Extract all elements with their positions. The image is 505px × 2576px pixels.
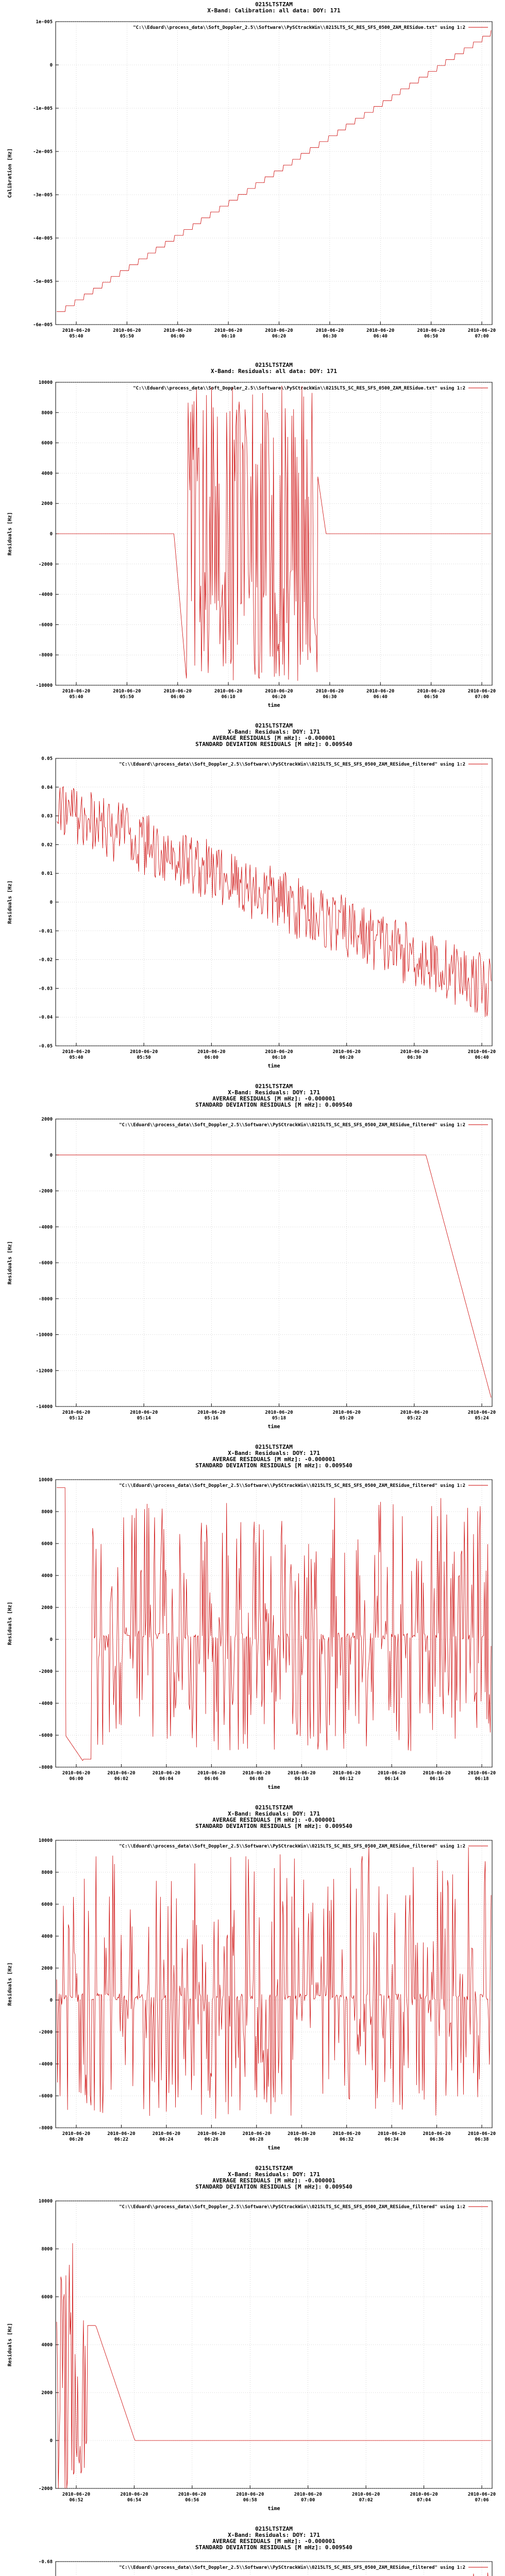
chart-title-line: AVERAGE RESIDUALS [M mHz]: -0.000001 <box>212 735 335 741</box>
x-tick-label: 2010-06-20 <box>113 689 141 694</box>
plot-frame <box>56 2201 492 2488</box>
x-tick-label: 06:00 <box>171 694 185 700</box>
y-tick-label: 0 <box>49 532 53 537</box>
chart-title-line: X-Band: Calibration: all data: DOY: 171 <box>207 7 341 14</box>
y-tick-label: -6000 <box>38 2094 53 2099</box>
y-axis-label: Residuals [Hz] <box>7 2323 13 2367</box>
x-tick-label: 2010-06-20 <box>417 689 445 694</box>
x-tick-label: 2010-06-20 <box>332 2131 361 2137</box>
chart-panel <box>0 0 505 361</box>
y-tick-label: -6000 <box>38 1733 53 1738</box>
y-tick-label: 0 <box>49 1153 53 1158</box>
chart-title-line: STANDARD DEVIATION RESIDUALS [M mHz]: 0.009540 <box>195 1101 352 1108</box>
y-tick-label: 8000 <box>41 410 53 416</box>
y-tick-label: 2000 <box>41 501 53 507</box>
y-tick-label: 4000 <box>41 2343 53 2348</box>
chart-title-line: AVERAGE RESIDUALS [M mHz]: -0.000001 <box>212 2538 335 2545</box>
x-tick-label: 2010-06-20 <box>130 1049 158 1055</box>
x-tick-label: 2010-06-20 <box>62 328 91 333</box>
series-line <box>57 30 491 312</box>
y-tick-label: -6000 <box>38 1261 53 1266</box>
y-tick-label: 0 <box>49 1637 53 1642</box>
x-tick-label: 05:14 <box>137 1416 151 1421</box>
y-tick-label: -10000 <box>36 683 53 688</box>
y-tick-label: -0.03 <box>38 986 53 992</box>
x-tick-label: 2010-06-20 <box>242 1771 271 1776</box>
x-tick-label: 2010-06-20 <box>62 1771 91 1776</box>
x-tick-label: 2010-06-20 <box>265 1410 293 1415</box>
x-tick-label: 2010-06-20 <box>178 2492 206 2497</box>
y-tick-label: -0.68 <box>38 2560 53 2565</box>
x-tick-label: 2010-06-20 <box>163 328 192 333</box>
y-tick-label: -0.05 <box>38 1044 53 1049</box>
x-tick-label: 2010-06-20 <box>400 1049 428 1055</box>
x-tick-label: 2010-06-20 <box>332 1410 361 1415</box>
x-tick-label: 06:28 <box>249 2137 264 2142</box>
x-tick-label: 2010-06-20 <box>197 2131 226 2137</box>
x-tick-label: 05:40 <box>69 1055 83 1060</box>
x-tick-label: 2010-06-20 <box>163 689 192 694</box>
y-tick-label: -0.04 <box>38 1015 53 1021</box>
x-tick-label: 05:40 <box>69 694 83 700</box>
series-line <box>57 386 491 681</box>
x-tick-label: 2010-06-20 <box>265 689 293 694</box>
x-tick-label: 06:36 <box>430 2137 444 2142</box>
x-tick-label: 05:50 <box>120 334 134 339</box>
chart-svg <box>0 1082 505 1443</box>
y-tick-label: 0.05 <box>41 756 53 761</box>
x-tick-label: 2010-06-20 <box>197 1410 226 1415</box>
x-tick-label: 2010-06-20 <box>378 1771 406 1776</box>
x-tick-label: 06:20 <box>340 1055 354 1060</box>
y-tick-label: -4000 <box>38 1701 53 1706</box>
x-tick-label: 2010-06-20 <box>288 2131 316 2137</box>
y-tick-label: 0 <box>49 63 53 68</box>
y-tick-label: 0.01 <box>41 871 53 877</box>
x-tick-label: 06:20 <box>69 2137 83 2142</box>
x-tick-label: 05:22 <box>407 1416 422 1421</box>
x-tick-label: 2010-06-20 <box>62 2492 91 2497</box>
x-tick-label: 2010-06-20 <box>315 689 344 694</box>
y-tick-label: -5e-005 <box>33 279 53 284</box>
y-tick-label: -10000 <box>36 1332 53 1338</box>
x-axis-label: time <box>267 2145 280 2151</box>
x-tick-label: 06:04 <box>159 1776 174 1782</box>
x-tick-label: 06:22 <box>114 2137 128 2142</box>
x-tick-label: 2010-06-20 <box>152 2131 180 2137</box>
y-tick-label: -8000 <box>38 1765 53 1770</box>
x-tick-label: 06:16 <box>430 1776 444 1782</box>
x-tick-label: 2010-06-20 <box>62 1049 91 1055</box>
chart-title-line: 0215LTSTZAM <box>255 1444 293 1450</box>
x-tick-label: 2010-06-20 <box>352 2492 380 2497</box>
x-tick-label: 06:10 <box>221 694 235 700</box>
series-line <box>57 2573 491 2576</box>
x-tick-label: 05:12 <box>69 1416 83 1421</box>
y-axis-label: Residuals [Hz] <box>7 1601 13 1646</box>
y-tick-label: 8000 <box>41 1870 53 1875</box>
y-tick-label: -12000 <box>36 1368 53 1374</box>
x-tick-label: 2010-06-20 <box>410 2492 438 2497</box>
x-tick-label: 06:00 <box>69 1776 83 1782</box>
y-tick-label: -6e-005 <box>33 323 53 328</box>
y-tick-label: -8000 <box>38 2126 53 2131</box>
y-tick-label: 6000 <box>41 440 53 446</box>
y-tick-label: 8000 <box>41 1510 53 1515</box>
x-tick-label: 2010-06-20 <box>315 328 344 333</box>
chart-title-line: STANDARD DEVIATION RESIDUALS [M mHz]: 0.009540 <box>195 1823 352 1829</box>
chart-title-line: 0215LTSTZAM <box>255 2165 293 2172</box>
y-tick-label: 4000 <box>41 1934 53 1939</box>
chart-title-line: X-Band: Residuals: DOY: 171 <box>228 728 320 735</box>
x-tick-label: 06:02 <box>114 1776 128 1782</box>
x-tick-label: 2010-06-20 <box>242 2131 271 2137</box>
chart-svg <box>0 0 505 361</box>
x-axis-label: time <box>267 2506 280 2512</box>
x-tick-label: 07:00 <box>475 334 489 339</box>
y-tick-label: -4000 <box>38 1225 53 1230</box>
chart-title-line: 0215LTSTZAM <box>255 1804 293 1811</box>
x-tick-label: 06:50 <box>424 694 439 700</box>
x-tick-label: 2010-06-20 <box>366 689 395 694</box>
y-tick-label: -3e-005 <box>33 193 53 198</box>
chart-title-line: X-Band: Residuals: all data: DOY: 171 <box>210 368 338 375</box>
x-tick-label: 2010-06-20 <box>130 1410 158 1415</box>
x-axis-label: time <box>267 1063 280 1069</box>
series-line <box>57 1488 491 1761</box>
x-tick-label: 06:30 <box>323 694 337 700</box>
legend-label: "C:\\Eduard\\process_data\\Soft_Doppler_2.5\\Software\\PySCtrackWin\\0215LTS_SC_RES_SFS_0500_ZAM_RESidue_filtered" using 1:2 <box>119 1844 465 1849</box>
x-tick-label: 2010-06-20 <box>467 2492 496 2497</box>
chart-panel <box>0 2164 505 2524</box>
x-tick-label: 06:40 <box>373 334 388 339</box>
x-tick-label: 07:00 <box>475 694 489 700</box>
x-tick-label: 06:14 <box>384 1776 399 1782</box>
y-tick-label: -0.02 <box>38 957 53 963</box>
x-tick-label: 06:24 <box>159 2137 174 2142</box>
chart-title-line: 0215LTSTZAM <box>255 362 293 368</box>
y-tick-label: 4000 <box>41 471 53 477</box>
x-tick-label: 2010-06-20 <box>467 328 496 333</box>
x-tick-label: 06:38 <box>475 2137 489 2142</box>
y-tick-label: 2000 <box>41 2391 53 2396</box>
x-tick-label: 07:02 <box>359 2498 373 2503</box>
x-tick-label: 2010-06-20 <box>288 1771 316 1776</box>
y-tick-label: -2000 <box>38 562 53 567</box>
y-tick-label: 0.03 <box>41 814 53 819</box>
x-tick-label: 06:00 <box>204 1055 218 1060</box>
x-tick-label: 05:18 <box>272 1416 287 1421</box>
y-tick-label: 2000 <box>41 1117 53 1122</box>
y-tick-label: -2000 <box>38 1669 53 1674</box>
x-tick-label: 2010-06-20 <box>62 2131 91 2137</box>
y-tick-label: 10000 <box>38 1478 53 1483</box>
x-tick-label: 2010-06-20 <box>400 1410 428 1415</box>
chart-svg <box>0 1803 505 2164</box>
x-tick-label: 05:20 <box>340 1416 354 1421</box>
chart-title-line: 0215LTSTZAM <box>255 722 293 729</box>
x-tick-label: 05:50 <box>137 1055 151 1060</box>
chart-title-line: STANDARD DEVIATION RESIDUALS [M mHz]: 0.009540 <box>195 2544 352 2551</box>
plot-frame <box>56 1119 492 1406</box>
x-tick-label: 2010-06-20 <box>265 328 293 333</box>
y-tick-label: -2e-005 <box>33 149 53 155</box>
chart-title-line: X-Band: Residuals: DOY: 171 <box>228 2532 320 2538</box>
series-line <box>57 787 491 1017</box>
y-axis-label: Residuals [Hz] <box>7 512 13 556</box>
chart-title-line: X-Band: Residuals: DOY: 171 <box>228 1089 320 1096</box>
legend-label: "C:\\Eduard\\process_data\\Soft_Doppler_2.5\\Software\\PySCtrackWin\\0215LTS_SC_RES_SFS_0500_ZAM_RESidue_filtered" using 1:2 <box>119 2565 465 2570</box>
x-tick-label: 06:56 <box>185 2498 199 2503</box>
x-tick-label: 06:52 <box>69 2498 83 2503</box>
x-tick-label: 06:20 <box>272 334 287 339</box>
legend-label: "C:\\Eduard\\process_data\\Soft_Doppler_2.5\\Software\\PySCtrackWin\\0215LTS_SC_RES_SFS_0500_ZAM_RESidue.txt" using 1:2 <box>133 25 465 30</box>
chart-svg <box>0 721 505 1082</box>
chart-title-line: AVERAGE RESIDUALS [M mHz]: -0.000001 <box>212 1456 335 1463</box>
chart-title-line: X-Band: Residuals: DOY: 171 <box>228 1450 320 1456</box>
y-tick-label: -8000 <box>38 653 53 658</box>
x-tick-label: 06:26 <box>204 2137 218 2142</box>
x-tick-label: 06:06 <box>204 1776 218 1782</box>
x-tick-label: 2010-06-20 <box>423 1771 451 1776</box>
chart-title-line: AVERAGE RESIDUALS [M mHz]: -0.000001 <box>212 2177 335 2184</box>
series-line <box>57 1847 491 2119</box>
y-axis-label: Residuals [Hz] <box>7 880 13 924</box>
x-tick-label: 2010-06-20 <box>107 1771 136 1776</box>
y-tick-label: 10000 <box>38 380 53 385</box>
x-tick-label: 2010-06-20 <box>62 1410 91 1415</box>
x-tick-label: 2010-06-20 <box>120 2492 148 2497</box>
y-axis-label: Residuals [Hz] <box>7 1241 13 1285</box>
legend-label: "C:\\Eduard\\process_data\\Soft_Doppler_2.5\\Software\\PySCtrackWin\\0215LTS_SC_RES_SFS_0500_ZAM_RESidue_filtered" using 1:2 <box>119 762 465 767</box>
series-line <box>57 2243 491 2488</box>
x-tick-label: 06:32 <box>340 2137 354 2142</box>
y-tick-label: -1e-005 <box>33 106 53 111</box>
plot-frame <box>56 758 492 1046</box>
x-tick-label: 05:40 <box>69 334 83 339</box>
x-tick-label: 05:50 <box>120 694 134 700</box>
x-tick-label: 2010-06-20 <box>152 1771 180 1776</box>
y-tick-label: 8000 <box>41 2247 53 2252</box>
y-axis-label: Calibration [Hz] <box>7 148 13 198</box>
x-tick-label: 07:04 <box>417 2498 431 2503</box>
x-tick-label: 06:54 <box>127 2498 141 2503</box>
legend-label: "C:\\Eduard\\process_data\\Soft_Doppler_2.5\\Software\\PySCtrackWin\\0215LTS_SC_RES_SFS_0500_ZAM_RESidue_filtered" using 1:2 <box>119 1483 465 1488</box>
y-tick-label: -2000 <box>38 1189 53 1194</box>
chart-title-line: X-Band: Residuals: DOY: 171 <box>228 2171 320 2178</box>
x-axis-label: time <box>267 703 280 708</box>
y-tick-label: 6000 <box>41 1902 53 1907</box>
chart-svg <box>0 361 505 721</box>
x-tick-label: 06:20 <box>272 694 287 700</box>
legend-label: "C:\\Eduard\\process_data\\Soft_Doppler_2.5\\Software\\PySCtrackWin\\0215LTS_SC_RES_SFS_0500_ZAM_RESidue_filtered" using 1:2 <box>119 1123 465 1128</box>
chart-panel <box>0 1443 505 1803</box>
x-tick-label: 2010-06-20 <box>417 328 445 333</box>
x-tick-label: 06:08 <box>249 1776 264 1782</box>
x-tick-label: 2010-06-20 <box>294 2492 322 2497</box>
x-tick-label: 2010-06-20 <box>214 689 243 694</box>
x-tick-label: 06:30 <box>323 334 337 339</box>
chart-title-line: AVERAGE RESIDUALS [M mHz]: -0.000001 <box>212 1817 335 1823</box>
x-tick-label: 2010-06-20 <box>467 1410 496 1415</box>
chart-title-line: AVERAGE RESIDUALS [M mHz]: -0.000001 <box>212 1095 335 1102</box>
x-tick-label: 05:16 <box>204 1416 218 1421</box>
chart-title-line: 0215LTSTZAM <box>255 1083 293 1090</box>
y-tick-label: -8000 <box>38 1296 53 1302</box>
y-tick-label: 2000 <box>41 1605 53 1611</box>
x-tick-label: 07:06 <box>475 2498 489 2503</box>
x-tick-label: 2010-06-20 <box>467 1771 496 1776</box>
chart-panel <box>0 1803 505 2164</box>
y-tick-label: -4000 <box>38 2062 53 2067</box>
chart-panel <box>0 2524 505 2576</box>
y-tick-label: 2000 <box>41 1966 53 1971</box>
x-tick-label: 06:00 <box>171 334 185 339</box>
x-tick-label: 2010-06-20 <box>332 1771 361 1776</box>
chart-title-line: STANDARD DEVIATION RESIDUALS [M mHz]: 0.009540 <box>195 2183 352 2190</box>
x-tick-label: 2010-06-20 <box>332 1049 361 1055</box>
x-axis-label: time <box>267 1424 280 1430</box>
y-tick-label: -0.01 <box>38 928 53 934</box>
x-tick-label: 06:10 <box>272 1055 287 1060</box>
x-tick-label: 2010-06-20 <box>107 2131 136 2137</box>
y-tick-label: -4000 <box>38 592 53 598</box>
x-tick-label: 2010-06-20 <box>423 2131 451 2137</box>
y-tick-label: -6000 <box>38 622 53 628</box>
x-axis-label: time <box>267 1785 280 1790</box>
x-tick-label: 2010-06-20 <box>467 1049 496 1055</box>
legend-label: "C:\\Eduard\\process_data\\Soft_Doppler_2.5\\Software\\PySCtrackWin\\0215LTS_SC_RES_SFS_0500_ZAM_RESidue_filtered" using 1:2 <box>119 2205 465 2210</box>
x-tick-label: 2010-06-20 <box>467 2131 496 2137</box>
x-tick-label: 06:12 <box>340 1776 354 1782</box>
chart-title-line: STANDARD DEVIATION RESIDUALS [M mHz]: 0.009540 <box>195 741 352 748</box>
y-tick-label: 0 <box>49 900 53 905</box>
x-tick-label: 06:10 <box>294 1776 309 1782</box>
y-axis-label: Residuals [Hz] <box>7 1962 13 2006</box>
legend-label: "C:\\Eduard\\process_data\\Soft_Doppler_2.5\\Software\\PySCtrackWin\\0215LTS_SC_RES_SFS_0500_ZAM_RESidue.txt" using 1:2 <box>133 386 465 391</box>
x-tick-label: 06:30 <box>407 1055 422 1060</box>
y-tick-label: -2000 <box>38 2030 53 2035</box>
x-tick-label: 06:10 <box>221 334 235 339</box>
y-tick-label: 0.02 <box>41 842 53 848</box>
x-tick-label: 06:58 <box>243 2498 257 2503</box>
y-tick-label: 6000 <box>41 1541 53 1547</box>
x-tick-label: 2010-06-20 <box>113 328 141 333</box>
x-tick-label: 06:34 <box>384 2137 399 2142</box>
x-tick-label: 2010-06-20 <box>265 1049 293 1055</box>
y-tick-label: 4000 <box>41 1573 53 1579</box>
y-tick-label: -4e-005 <box>33 236 53 241</box>
x-tick-label: 06:40 <box>475 1055 489 1060</box>
y-tick-label: 1e-005 <box>36 20 53 25</box>
x-tick-label: 2010-06-20 <box>467 689 496 694</box>
x-tick-label: 2010-06-20 <box>236 2492 264 2497</box>
x-tick-label: 2010-06-20 <box>197 1049 226 1055</box>
x-tick-label: 2010-06-20 <box>197 1771 226 1776</box>
y-tick-label: 0 <box>49 2438 53 2444</box>
x-tick-label: 05:24 <box>475 1416 489 1421</box>
chart-title-line: 0215LTSTZAM <box>255 1 293 8</box>
y-tick-label: 10000 <box>38 1838 53 1843</box>
x-tick-label: 07:00 <box>301 2498 315 2503</box>
x-tick-label: 2010-06-20 <box>366 328 395 333</box>
chart-panel <box>0 1082 505 1443</box>
x-tick-label: 06:30 <box>294 2137 309 2142</box>
chart-svg <box>0 1443 505 1803</box>
chart-title-line: STANDARD DEVIATION RESIDUALS [M mHz]: 0.009540 <box>195 1462 352 1469</box>
y-tick-label: 0.04 <box>41 785 53 790</box>
chart-title-line: 0215LTSTZAM <box>255 2526 293 2532</box>
y-tick-label: 10000 <box>38 2199 53 2204</box>
x-tick-label: 2010-06-20 <box>378 2131 406 2137</box>
x-tick-label: 2010-06-20 <box>62 689 91 694</box>
chart-panel <box>0 721 505 1082</box>
series-line <box>57 1155 491 1398</box>
y-tick-label: 6000 <box>41 2295 53 2300</box>
x-tick-label: 2010-06-20 <box>214 328 243 333</box>
chart-title-line: X-Band: Residuals: DOY: 171 <box>228 1810 320 1817</box>
x-tick-label: 06:18 <box>475 1776 489 1782</box>
chart-panel <box>0 361 505 721</box>
y-tick-label: -14000 <box>36 1404 53 1410</box>
x-tick-label: 06:50 <box>424 334 439 339</box>
x-tick-label: 06:40 <box>373 694 388 700</box>
y-tick-label: 0 <box>49 1998 53 2003</box>
chart-svg <box>0 2524 505 2576</box>
chart-svg <box>0 2164 505 2524</box>
y-tick-label: -2000 <box>38 2486 53 2492</box>
